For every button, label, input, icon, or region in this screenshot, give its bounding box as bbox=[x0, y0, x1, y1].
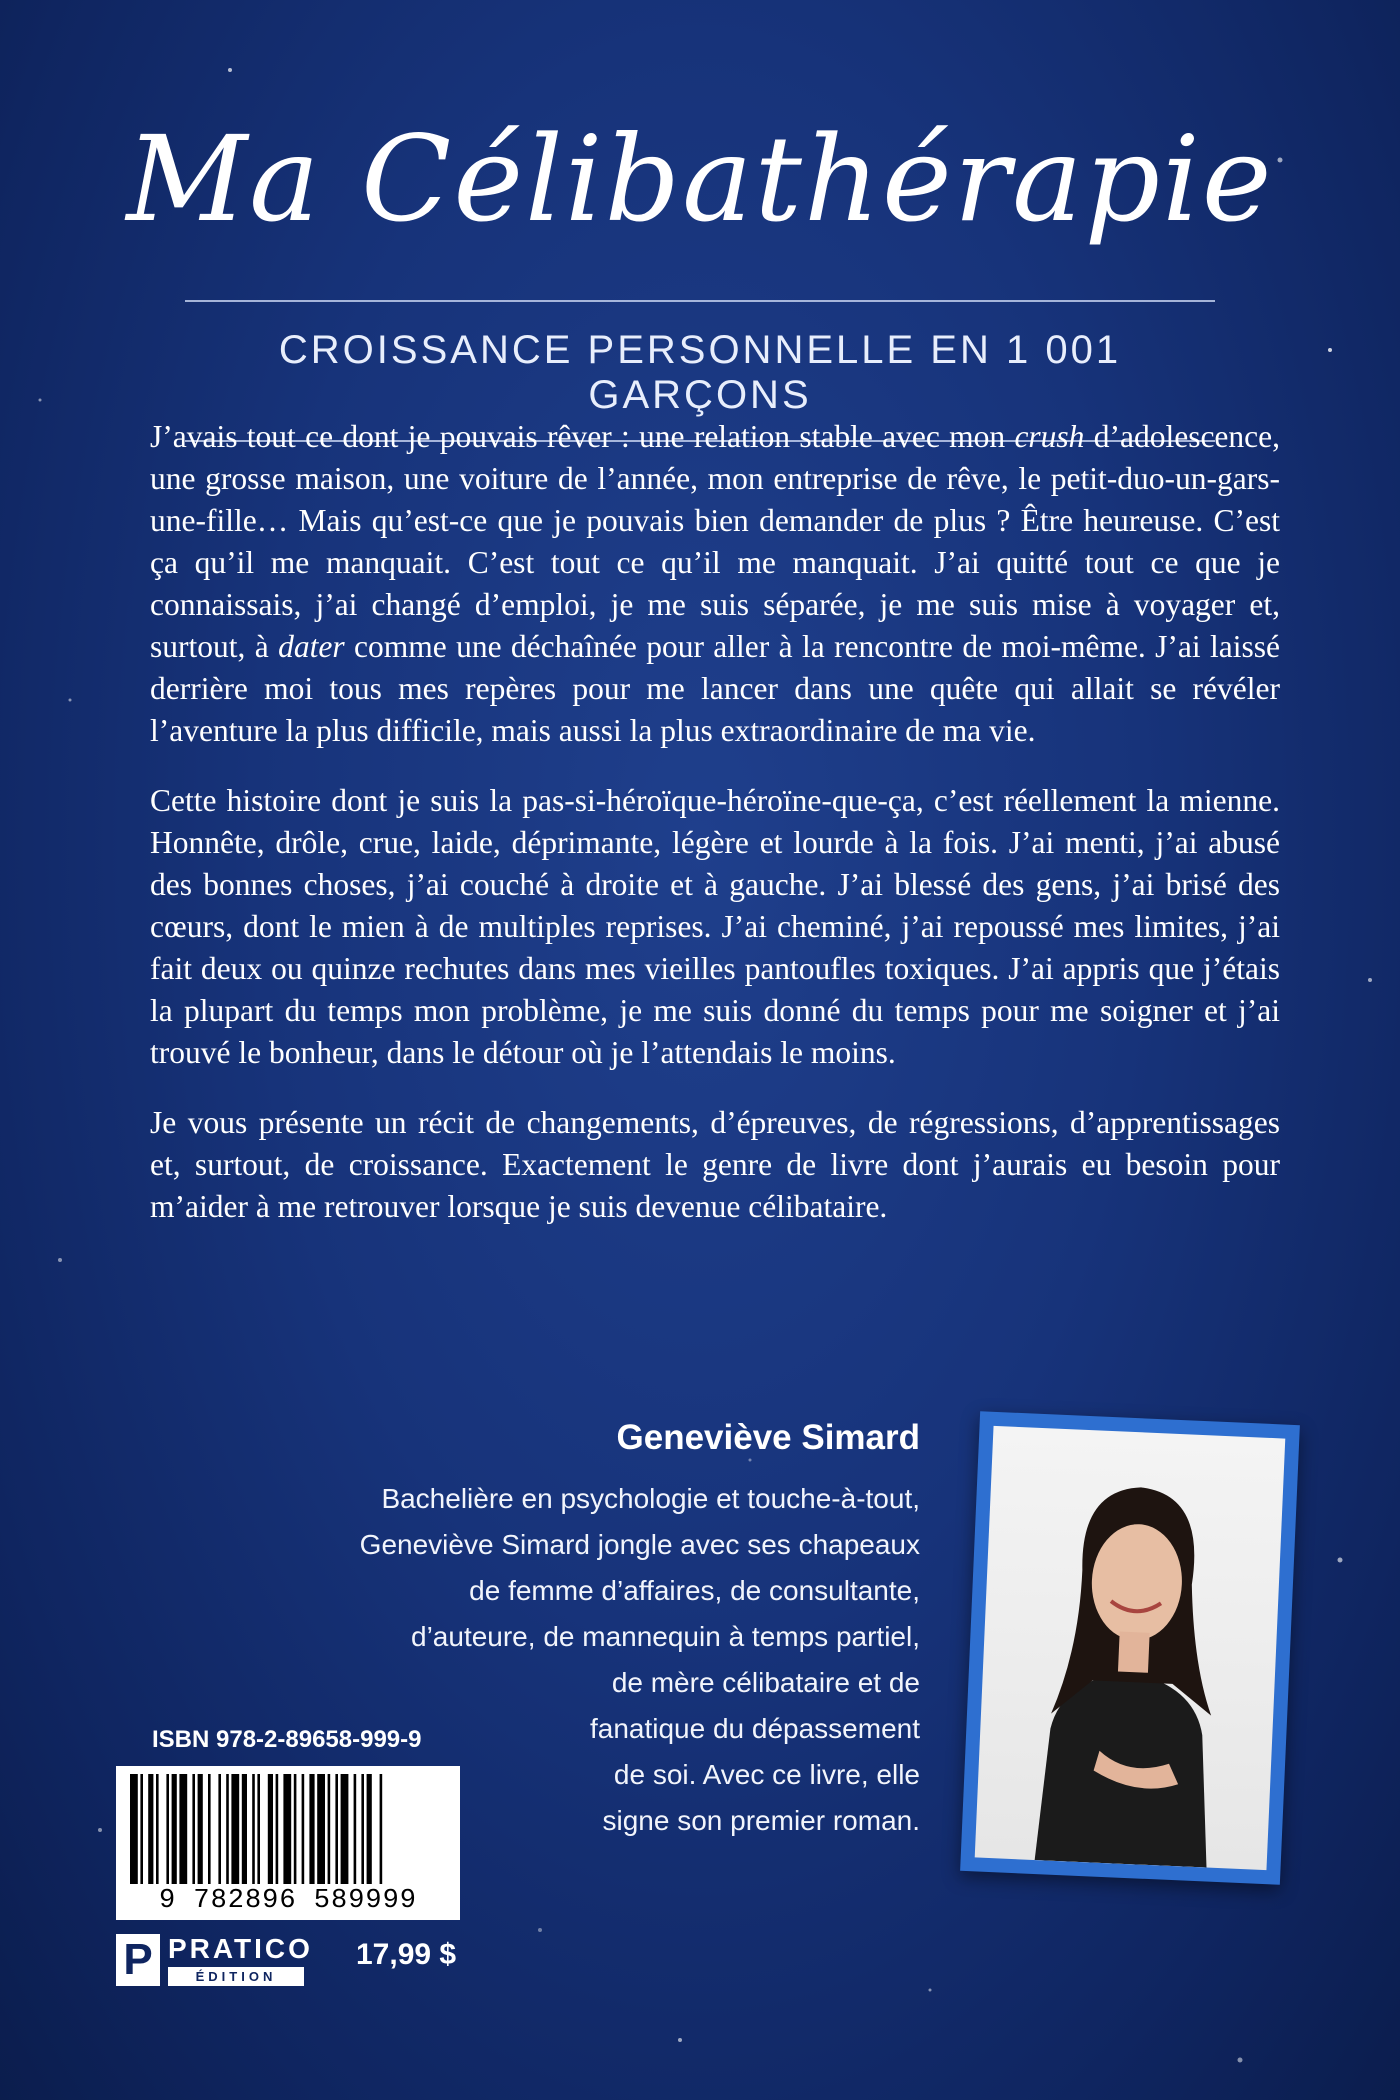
bio-line: de soi. Avec ce livre, elle bbox=[613, 1759, 920, 1790]
author-portrait-illustration bbox=[975, 1426, 1286, 1870]
blurb-text: comme une déchaînée pour aller à la rencontre de moi-même. J’ai laissé derrière moi tous mes repères pour me lancer dans une quête qui allait se révéler l’aventure la plus difficile, mais aussi la plus extraordinaire de ma vie. bbox=[150, 629, 1281, 748]
book-title: Ma Célibathérapie bbox=[126, 110, 1274, 248]
author-name: Geneviève Simard bbox=[616, 1418, 920, 1457]
author-photo-frame bbox=[960, 1411, 1300, 1885]
price-label: 17,99 $ bbox=[356, 1938, 457, 1971]
bio-line: de femme d’affaires, de consultante, bbox=[469, 1575, 920, 1606]
blurb-text: d’adolescence, une grosse maison, une voiture de l’année, mon entreprise de rêve, le petit-duo-un-gars-une-fille… Mais qu’est-ce que je pouvais bien demander de plus ? Être heureuse. C’est ça qu’il me manquait. C’est tout ce qu’il me manquait. J’ai quitté tout ce que je connaissais, j’ai changé d’emploi, je me suis séparée, je me suis mise à voyager et, surtout, à bbox=[150, 419, 1281, 664]
publisher-logo bbox=[116, 1933, 313, 1986]
bio-line: Geneviève Simard jongle avec ses chapeaux bbox=[359, 1529, 920, 1560]
blurb-paragraph bbox=[150, 416, 1280, 752]
isbn-label: ISBN 978-2-89658-999-9 bbox=[152, 1726, 422, 1753]
barcode-bars bbox=[116, 1774, 460, 1894]
blurb-text: J’avais tout ce dont je pouvais rêver : une relation stable avec mon bbox=[150, 419, 1015, 454]
bio-line: fanatique du dépassement bbox=[589, 1713, 920, 1744]
publisher-subtitle: ÉDITION bbox=[168, 1967, 304, 1986]
divider bbox=[185, 300, 1215, 302]
blurb-paragraph: Cette histoire dont je suis la pas-si-héroïque-héroïne-que-ça, c’est réellement la mienne. Honnête, drôle, crue, laide, déprimante, légère et lourde à la fois. J’ai menti, j’ai abusé des bonnes choses, j’ai couché à droite et à gauche. J’ai blessé des gens, j’ai brisé des cœurs, dont le mien à de multiples reprises. J’ai cheminé, j’ai repoussé mes limites, j’ai fait deux ou quinze rechutes dans mes vieilles pantoufles toxiques. J’ai appris que j’étais la plupart du temps mon problème, je me suis donné du temps pour me soigner et j’ai trouvé le bonheur, dans le détour où je l’attendais le moins. bbox=[150, 783, 1280, 1070]
book-subtitle: CROISSANCE PERSONNELLE EN 1 001 GARÇONS bbox=[278, 328, 1122, 417]
bio-line: Bachelière en psychologie et touche-à-tout, bbox=[381, 1483, 920, 1514]
publisher-logo-letter: P bbox=[116, 1934, 160, 1986]
bio-line: signe son premier roman. bbox=[602, 1805, 920, 1836]
publisher-name: PRATICO bbox=[168, 1933, 313, 1964]
author-photo bbox=[975, 1426, 1286, 1870]
bio-line: d’auteure, de mannequin à temps partiel, bbox=[411, 1621, 920, 1652]
barcode bbox=[116, 1766, 460, 1920]
back-cover-blurb bbox=[150, 416, 1280, 1256]
blurb-italic: crush bbox=[1014, 419, 1085, 454]
barcode-digits: 9 782896 589999 bbox=[158, 1886, 418, 1916]
blurb-italic: dater bbox=[278, 629, 345, 664]
blurb-paragraph: Je vous présente un récit de changements, d’épreuves, de régressions, d’apprentissages et, surtout, de croissance. Exactement le genre de livre dont j’aurais eu besoin pour m’aider à me retrouver lorsque je suis devenue célibataire. bbox=[150, 1105, 1280, 1224]
bio-line: de mère célibataire et de bbox=[611, 1667, 920, 1698]
